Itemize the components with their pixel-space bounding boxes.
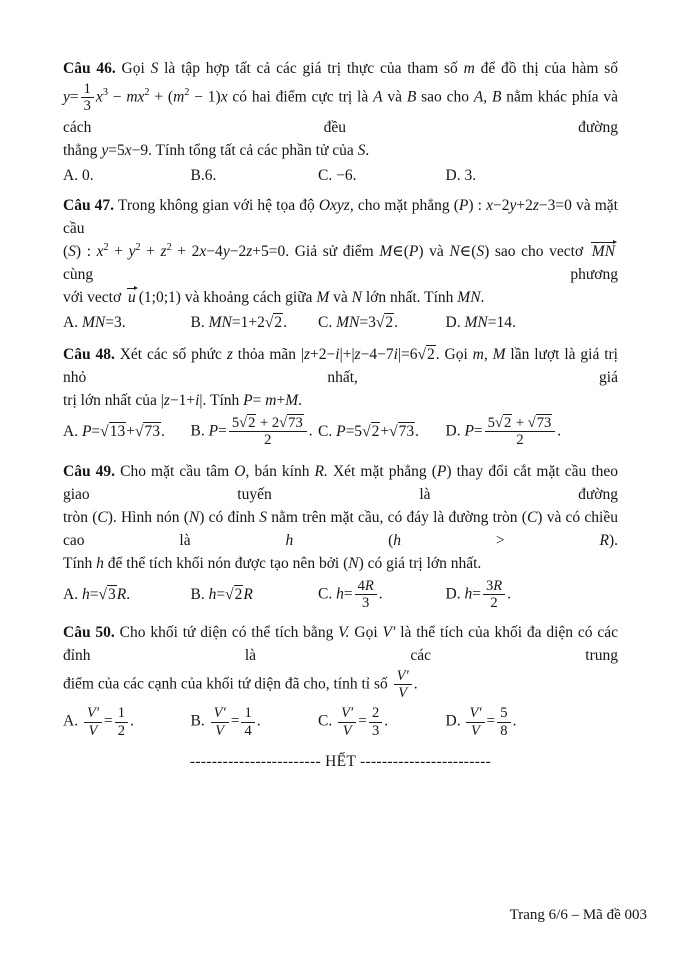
question-50-answer-c: C. $\frac{V'}{V}$ = $\frac{2}{3}$ . bbox=[318, 705, 389, 739]
question-47-line-3: với vectơ u (1;0;1) và khoảng cách giữa M và N lớn nhất. Tính MN. bbox=[63, 288, 485, 306]
question-46-answer-c: C. −6. bbox=[318, 166, 357, 184]
question-47-line-1: Câu 47. Trong không gian với hệ tọa độ Oxyz, cho mặt phẳng (P) : x−2y+2z−3=0 và mặt cầu bbox=[63, 196, 618, 237]
question-46-line-2: y= $\frac{1}{3}$ $x^3 - mx^2 + (m^2 - 1)x$ có hai điểm cực trị là A và B sao cho A, B nằm khác phía và cách đều đường bbox=[63, 81, 619, 136]
question-46-line-3: thẳng y=5x−9. Tính tổng tất cả các phần tử của S. bbox=[63, 141, 370, 159]
question-47-answer-c: C. MN=3√2. bbox=[318, 313, 398, 331]
question-46-answer-b: B.6. bbox=[190, 166, 217, 184]
question-48-answers bbox=[63, 412, 618, 453]
question-48 bbox=[63, 343, 618, 453]
question-49-answer-a: A. h=√3R. bbox=[63, 586, 131, 604]
question-48-answer-c: C. P=5√2+√73. bbox=[318, 422, 419, 440]
question-49-answers bbox=[63, 575, 618, 616]
question-47-answer-b: B. MN=1+2√2. bbox=[190, 313, 287, 331]
question-50-answer-d: D. $\frac{V'}{V}$ = $\frac{5}{8}$ . bbox=[445, 705, 517, 739]
question-46 bbox=[63, 57, 618, 190]
question-48-answer-b: B. P= $\frac{5√2 + 2√73}{2}$ . bbox=[190, 414, 313, 448]
question-50-answer-a: A. $\frac{V'}{V}$ = $\frac{1}{2}$ . bbox=[63, 705, 134, 739]
question-50-line-2: điểm của các cạnh của khối tứ diện đã cho, tính tỉ số $\frac{V'}{V}$ . bbox=[63, 667, 418, 702]
question-46-answer-a: A. 0. bbox=[63, 166, 94, 184]
question-48-line-1: Câu 48. Xét các số phức z thỏa mãn |z+2−i|+|z−4−7i|=6√2. Gọi m, M lần lượt là giá trị nhỏ nhất, giá bbox=[63, 345, 618, 386]
question-49 bbox=[63, 460, 618, 616]
question-49-answer-b: B. h=√2R bbox=[190, 586, 253, 604]
question-50 bbox=[63, 621, 618, 743]
question-50-answer-b: B. $\frac{V'}{V}$ = $\frac{1}{4}$ . bbox=[190, 705, 261, 739]
question-50-line-1: Câu 50. Cho khối tứ diện có thể tích bằng V. Gọi V′ là thể tích của khối đa diện có các đỉnh là các trung bbox=[63, 623, 618, 664]
question-48-answer-d: D. P= $\frac{5√2 + √73}{2}$ . bbox=[445, 414, 562, 448]
question-49-answer-c: C. h= $\frac{4R}{3}$ . bbox=[318, 578, 383, 612]
question-47-line-2: (S) : $x^2 + y^2 + z^2 + 2x-4y-2z+5=0$. Giả sử điểm M∈(P) và N∈(S) sao cho vectơ MN cùng phương bbox=[63, 241, 618, 283]
question-49-answer-d: D. h= $\frac{3R}{2}$ . bbox=[445, 578, 512, 612]
end-of-exam-marker: ------------------------ HẾT ------------------------ bbox=[189, 752, 492, 770]
question-49-line-3: Tính h để thể tích khối nón được tạo nên bởi (N) có giá trị lớn nhất. bbox=[63, 555, 482, 573]
question-48-line-2: trị lớn nhất của |z−1+i|. Tính P= m+M. bbox=[63, 391, 302, 409]
question-46-answer-d: D. 3. bbox=[445, 166, 477, 184]
question-47-answers bbox=[63, 309, 618, 337]
question-46-line-1: Câu 46. Gọi S là tập hợp tất cả các giá trị thực của tham số m để đồ thị của hàm số bbox=[63, 60, 618, 77]
question-50-answers bbox=[63, 702, 618, 743]
question-47 bbox=[63, 194, 618, 337]
question-48-answer-a: A. P=√13+√73. bbox=[63, 422, 165, 440]
question-47-answer-a: A. MN=3. bbox=[63, 313, 126, 331]
question-46-answers bbox=[63, 162, 618, 190]
question-49-line-2: tròn (C). Hình nón (N) có đỉnh S nằm trên mặt cầu, có đáy là đường tròn (C) và có chiều cao là h (h > R). bbox=[63, 509, 619, 550]
page-footer: Trang 6/6 – Mã đề 003 bbox=[509, 907, 647, 923]
question-49-line-1: Câu 49. Cho mặt cầu tâm O, bán kính R. Xét mặt phẳng (P) thay đổi cắt mặt cầu theo giao tuyến là đường bbox=[63, 463, 619, 504]
question-47-answer-d: D. MN=14. bbox=[445, 313, 516, 331]
